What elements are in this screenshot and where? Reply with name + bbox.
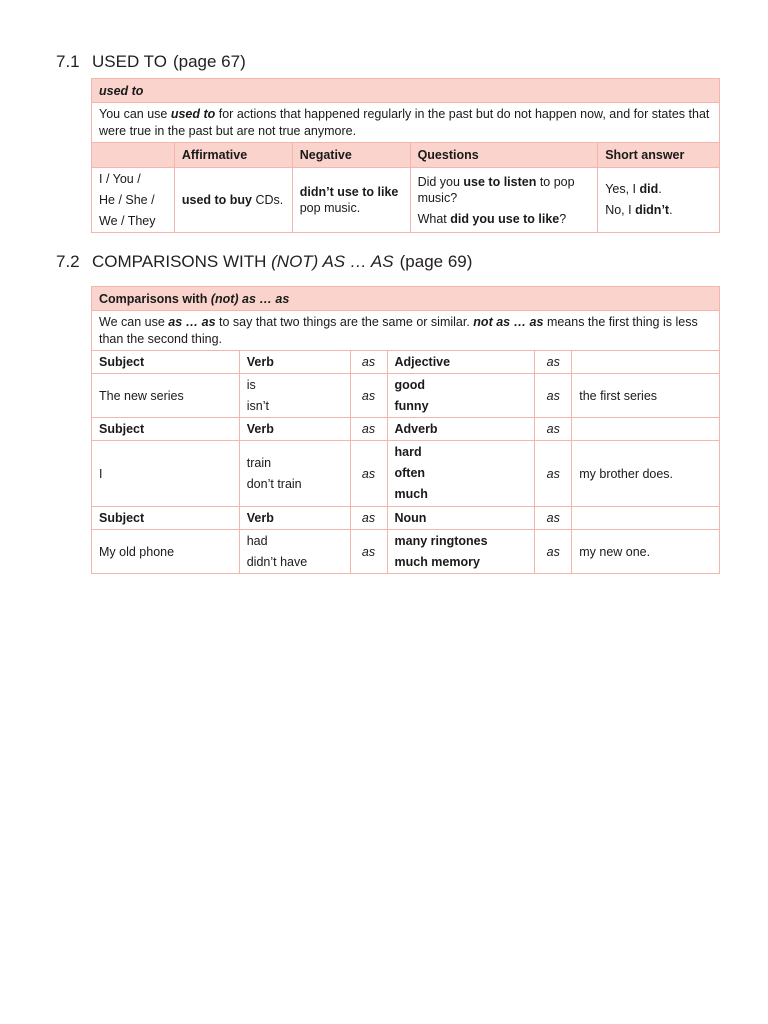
- header-empty: [572, 507, 720, 530]
- verb-cell: train don’t train: [239, 441, 350, 507]
- section-number: 7.2: [56, 252, 80, 271]
- page-reference: (page 69): [399, 252, 473, 271]
- header-affirmative: Affirmative: [174, 143, 292, 168]
- as-cell: as: [350, 418, 387, 441]
- header-cell: [92, 143, 175, 168]
- table-caption: used to: [92, 79, 720, 103]
- header-verb: Verb: [239, 351, 350, 374]
- table-row: [92, 168, 720, 233]
- adjective-cell: good funny: [387, 374, 535, 418]
- header-row: [92, 507, 720, 530]
- verb-cell: is isn’t: [239, 374, 350, 418]
- object-cell: my new one.: [572, 530, 720, 574]
- header-adverb: Adverb: [387, 418, 535, 441]
- header-short-answer: Short answer: [598, 143, 720, 168]
- as-cell: as: [535, 418, 572, 441]
- as-cell: as: [350, 507, 387, 530]
- object-cell: the first series: [572, 374, 720, 418]
- header-row: [92, 418, 720, 441]
- page-reference: (page 67): [172, 52, 246, 71]
- section-title-italic: (NOT) AS … AS: [271, 252, 394, 271]
- table-intro: We can use as … as to say that two things are the same or similar. not as … as means the first thing is less than the second thing.: [92, 311, 720, 351]
- questions-cell: Did you use to listen to pop music? What did you use to like?: [410, 168, 598, 233]
- adverb-cell: hard often much: [387, 441, 535, 507]
- header-row: [92, 351, 720, 374]
- short-answer-cell: Yes, I did. No, I didn’t.: [598, 168, 720, 233]
- as-cell: as: [350, 530, 387, 574]
- as-cell: as: [535, 374, 572, 418]
- header-subject: Subject: [92, 507, 240, 530]
- used-to-table: [91, 78, 720, 233]
- subject-cell: The new series: [92, 374, 240, 418]
- header-subject: Subject: [92, 418, 240, 441]
- header-verb: Verb: [239, 507, 350, 530]
- header-verb: Verb: [239, 418, 350, 441]
- header-adjective: Adjective: [387, 351, 535, 374]
- section-title-used-to: [56, 52, 246, 72]
- comparisons-table: [91, 286, 720, 574]
- header-empty: [572, 418, 720, 441]
- section-title-text: USED TO: [92, 52, 167, 71]
- negative-cell: didn’t use to like pop music.: [292, 168, 410, 233]
- as-cell: as: [350, 351, 387, 374]
- as-cell: as: [350, 374, 387, 418]
- verb-cell: had didn’t have: [239, 530, 350, 574]
- subjects-cell: I / You / He / She / We / They: [92, 168, 175, 233]
- header-questions: Questions: [410, 143, 598, 168]
- as-cell: as: [535, 351, 572, 374]
- as-cell: as: [350, 441, 387, 507]
- affirmative-cell: used to buy CDs.: [174, 168, 292, 233]
- table-row: [92, 530, 720, 574]
- header-empty: [572, 351, 720, 374]
- section-title-text: COMPARISONS WITH: [92, 252, 272, 271]
- as-cell: as: [535, 441, 572, 507]
- table-row: [92, 374, 720, 418]
- subject-cell: I: [92, 441, 240, 507]
- object-cell: my brother does.: [572, 441, 720, 507]
- table-caption: Comparisons with (not) as … as: [92, 287, 720, 311]
- table-intro: You can use used to for actions that happened regularly in the past but do not happen now, and for states that were true in the past but are not true anymore.: [92, 103, 720, 143]
- table-row: [92, 441, 720, 507]
- header-negative: Negative: [292, 143, 410, 168]
- section-title-comparisons: [56, 252, 472, 272]
- noun-cell: many ringtones much memory: [387, 530, 535, 574]
- subject-cell: My old phone: [92, 530, 240, 574]
- section-number: 7.1: [56, 52, 80, 71]
- header-subject: Subject: [92, 351, 240, 374]
- as-cell: as: [535, 507, 572, 530]
- header-noun: Noun: [387, 507, 535, 530]
- as-cell: as: [535, 530, 572, 574]
